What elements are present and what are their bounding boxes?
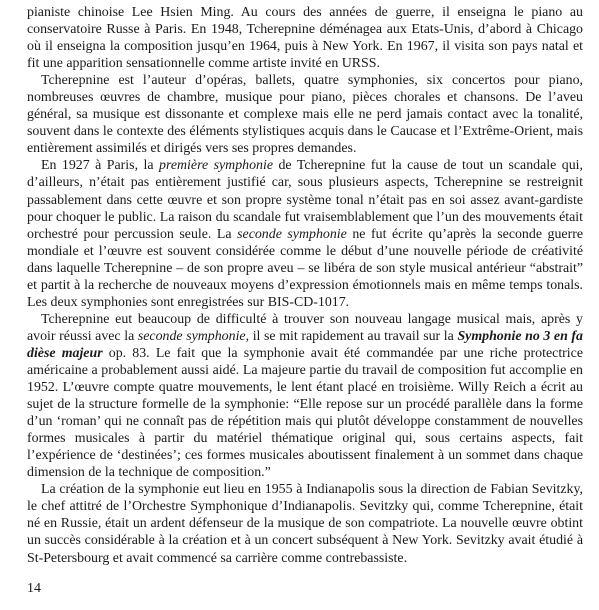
text-segment: Tcherepnine est l’auteur d’opéras, ballets, quatre symphonies, six concertos pour piano, nombreuses œuvres de chambre, musique pour piano, pièces chorales et chansons. De l’aveu général, sa musique est dissonante et complexe mais elle ne perd jamais contact avec la tonalité, souvent dans le contexte des éléments stylistiques acquis dans le Caucase et l’Extrême-Orient, mais entièrement assimilés et dirigés vers ses propres demandes. [27,73,583,157]
paragraph-3 [27,157,583,310]
text-segment: Tcherepnine eut beaucoup de difficulté à trouver son nouveau langage musical mais, après y avoir réussi avec la [27,311,583,344]
text-segment: pianiste chinoise Lee Hsien Ming. Au cours des années de guerre, il enseigna le piano au conservatoire Russe à Paris. En 1948, Tcherepnine déménagea aux Etats-Unis, d’abord à Chicago où il enseigna la composition jusqu’en 1964, puis à New York. En 1967, il visita son pays natal et fit une apparition sensationnelle comme artiste invité en URSS. [27,5,583,72]
paragraph-2 [27,72,583,157]
text-segment: , il se mit rapidement au travail sur la [245,328,458,344]
text-segment: seconde symphonie [237,226,347,242]
paragraph-4 [27,311,583,481]
text-segment: op. 83. Le fait que la symphonie avait été commandée par une riche protectrice américaine a probablement aussi aidé. La majeure partie du travail de composition fut accomplie en 1952. L’œuvre compte quatre mouvements, le lent étant placé en troisième. Willy Reich a écrit au sujet de la structure formelle de la symphonie: “Elle repose sur un procédé parallèle dans la forme d’un ‘roman’ qui ne connaît pas de répétition mais qui plutôt développe constamment de nouvelles formes musicales à partir du matériel thématique original qui, sous certains aspects, fait l’expérience de ‘destinées’; ces formes musicales aboutissent finalement à un sommet dans chaque dimension de la technique de composition.” [27,345,583,481]
text-segment: première symphonie [159,158,274,174]
text-segment: Symphonie no 3 en fa dièse majeur [27,328,584,361]
paragraph-5 [27,481,583,566]
text-segment: de Tcherepnine fut la cause de tout un scandale qui, d’ailleurs, n’était pas entièrement justifié car, sous plusieurs aspects, Tcherepnine se restreignit passablement dans cette œuvre et son propre système tonal n’était pas en soi assez avant-gardiste pour choquer le public. La raison du scandale fut vraisemblablement que l’un des mouvements était orchestré pour percussion seule. La [27,158,583,242]
document-page [27,4,583,567]
page-number: 14 [27,581,41,596]
text-segment: seconde symphonie [137,328,246,344]
text-segment: En 1927 à Paris, la [41,158,160,174]
paragraph-1 [27,4,583,72]
text-segment: La création de la symphonie eut lieu en 1955 à Indianapolis sous la direction de Fabian Sevitzky, le chef attitré de l’Orchestre Symphonique d’Indianapolis. Sevitzky qui, comme Tcherepnine, était né en Russie, était un ardent défenseur de la musique de son compatriote. La nouvelle œuvre obtint un succès considérable à la création et à un concert subséquent à New York. Sevitzky avait étudié à St-Petersbourg et avait commencé sa carrière comme contrebassiste. [27,482,583,566]
text-segment: ne fut écrite qu’après la seconde guerre mondiale et l’œuvre est souvent considérée comme le début d’une nouvelle période de créativité dans laquelle Tcherepnine – de son propre aveu – se libéra de son style musical antérieur “abstrait” et partit à la recherche de nouveaux moyens d’expression émotionnels mais en même temps tonals. Les deux symphonies sont enregistrées sur BIS-CD-1017. [27,226,583,310]
